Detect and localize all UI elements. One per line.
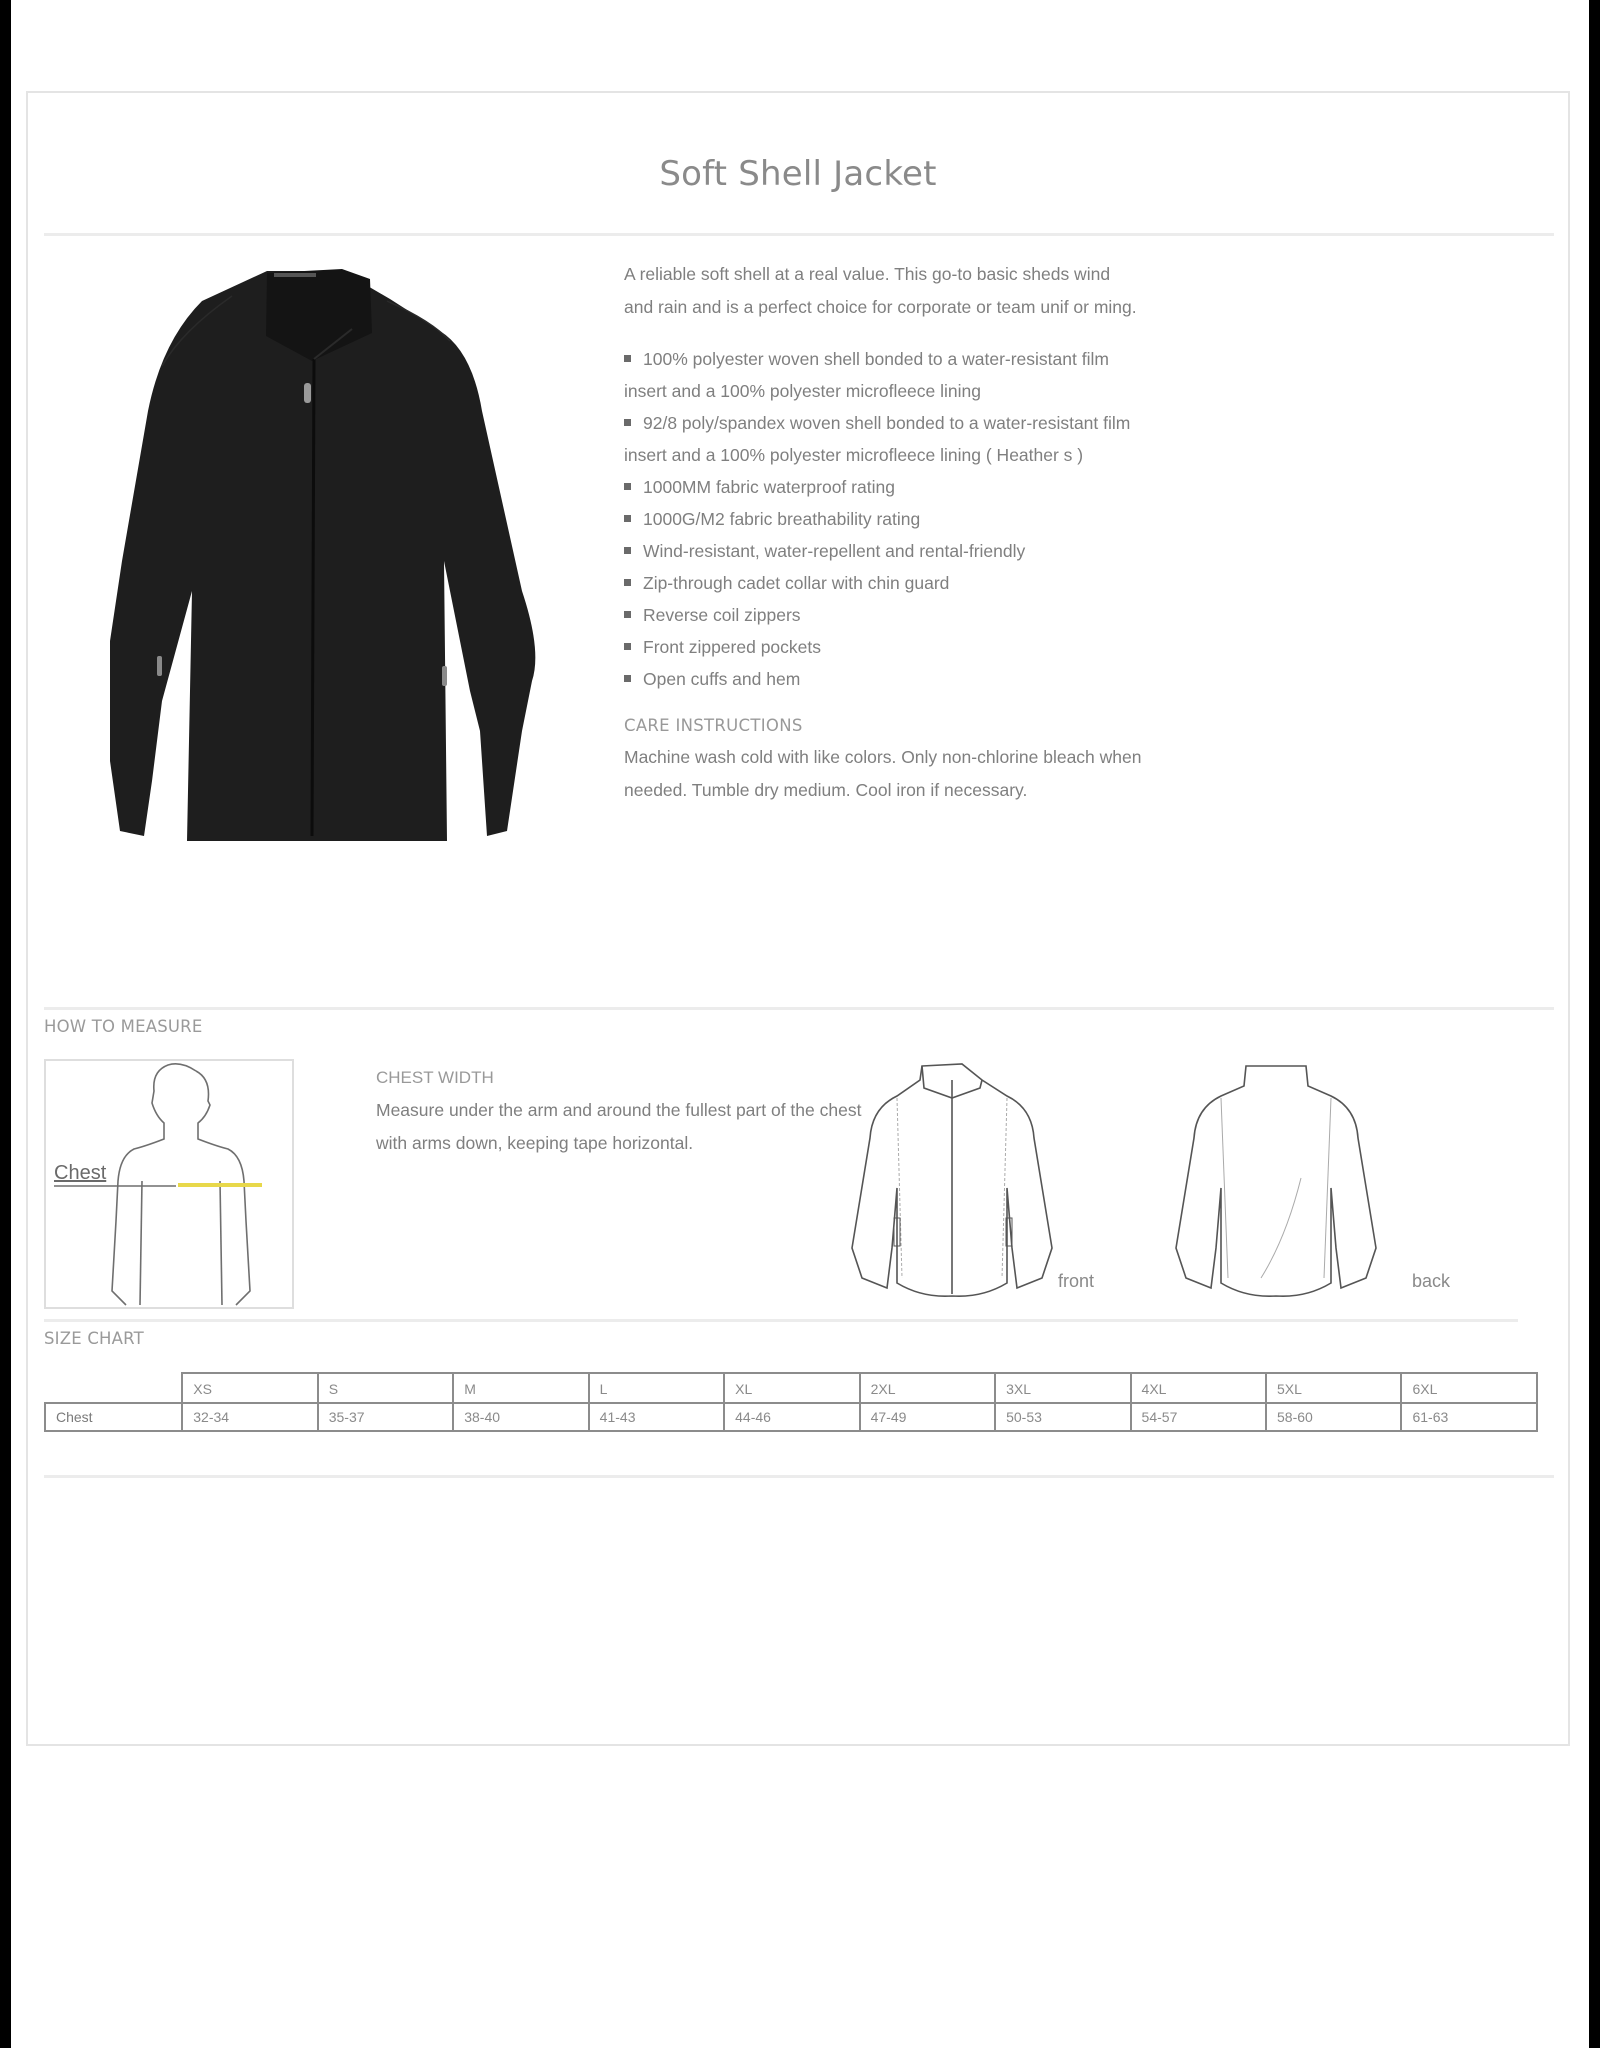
table-cell: 44-46 xyxy=(724,1403,859,1431)
feature-list xyxy=(624,343,1144,695)
care-text: Machine wash cold with like colors. Only non-chlorine bleach when needed. Tumble dry medium. Cool iron if necessary. xyxy=(624,747,1142,800)
table-cell: 50-53 xyxy=(995,1403,1130,1431)
feature-item: Wind-resistant, water-repellent and rental-friendly xyxy=(624,535,1144,567)
front-label: front xyxy=(1058,1271,1095,1291)
bullet-icon xyxy=(624,675,631,682)
size-header: 3XL xyxy=(995,1373,1130,1403)
feature-item: Front zippered pockets xyxy=(624,631,1144,663)
jacket-back-sketch xyxy=(1166,1058,1386,1303)
table-cell: 32-34 xyxy=(182,1403,317,1431)
back-label: back xyxy=(1412,1271,1451,1291)
chest-width-heading: CHEST WIDTH xyxy=(376,1068,494,1087)
bullet-icon xyxy=(624,419,631,426)
feature-item: Reverse coil zippers xyxy=(624,599,1144,631)
size-header: L xyxy=(589,1373,724,1403)
feature-item: Open cuffs and hem xyxy=(624,663,1144,695)
page-title: Soft Shell Jacket xyxy=(659,153,937,194)
care-heading: CARE INSTRUCTIONS xyxy=(624,716,803,735)
size-header: XL xyxy=(724,1373,859,1403)
bullet-icon xyxy=(624,547,631,554)
body-outline-icon xyxy=(46,1061,292,1307)
size-chart-divider xyxy=(44,1319,1518,1322)
size-header: S xyxy=(318,1373,453,1403)
bullet-icon xyxy=(624,643,631,650)
bullet-icon xyxy=(624,579,631,586)
table-cell: 41-43 xyxy=(589,1403,724,1431)
feature-item: 1000MM fabric waterproof rating xyxy=(624,471,1144,503)
jacket-photo-icon xyxy=(52,261,572,841)
size-header: 2XL xyxy=(860,1373,995,1403)
bullet-icon xyxy=(624,355,631,362)
right-black-bar xyxy=(1589,0,1600,2048)
table-cell: 35-37 xyxy=(318,1403,453,1431)
corner-cell xyxy=(45,1373,182,1403)
bullet-icon xyxy=(624,483,631,490)
feature-item: 92/8 poly/spandex woven shell bonded to a water-resistant film insert and a 100% polyester microfleece lining ( Heather s ) xyxy=(624,413,1131,465)
measure-divider xyxy=(44,1007,1554,1010)
how-to-measure-heading: HOW TO MEASURE xyxy=(44,1017,203,1036)
product-image xyxy=(52,261,572,841)
feature-item: 100% polyester woven shell bonded to a water-resistant film insert and a 100% polyester microfleece lining xyxy=(624,349,1109,401)
row-label: Chest xyxy=(45,1403,182,1431)
bullet-icon xyxy=(624,611,631,618)
product-sheet xyxy=(26,91,1570,1746)
size-chart-heading: SIZE CHART xyxy=(44,1329,144,1348)
size-chart-table xyxy=(44,1372,1538,1432)
left-black-bar xyxy=(0,0,11,2048)
product-description xyxy=(624,258,1144,807)
chest-width-instructions: Measure under the arm and around the fullest part of the chest with arms down, keeping tape horizontal. xyxy=(376,1100,862,1153)
size-header: 6XL xyxy=(1401,1373,1537,1403)
description-text: A reliable soft shell at a real value. This go-to basic sheds wind and rain and is a perfect choice for corporate or team unif or ming. xyxy=(624,264,1137,317)
table-cell: 38-40 xyxy=(453,1403,588,1431)
table-cell: 61-63 xyxy=(1401,1403,1537,1431)
table-cell: 47-49 xyxy=(860,1403,995,1431)
svg-text:Chest: Chest xyxy=(54,1162,107,1184)
size-header-row xyxy=(45,1373,1537,1403)
table-cell: 58-60 xyxy=(1266,1403,1401,1431)
measure-figure xyxy=(44,1059,294,1309)
table-row xyxy=(45,1403,1537,1431)
size-header: 5XL xyxy=(1266,1373,1401,1403)
size-header: XS xyxy=(182,1373,317,1403)
jacket-front-sketch-icon xyxy=(842,1058,1062,1298)
title-divider xyxy=(44,233,1554,236)
jacket-front-sketch xyxy=(842,1058,1062,1303)
jacket-back-sketch-icon xyxy=(1166,1058,1386,1298)
bottom-divider xyxy=(44,1475,1554,1478)
size-header: M xyxy=(453,1373,588,1403)
bullet-icon xyxy=(624,515,631,522)
table-cell: 54-57 xyxy=(1131,1403,1266,1431)
feature-item: 1000G/M2 fabric breathability rating xyxy=(624,503,1144,535)
feature-item: Zip-through cadet collar with chin guard xyxy=(624,567,1144,599)
size-header: 4XL xyxy=(1131,1373,1266,1403)
